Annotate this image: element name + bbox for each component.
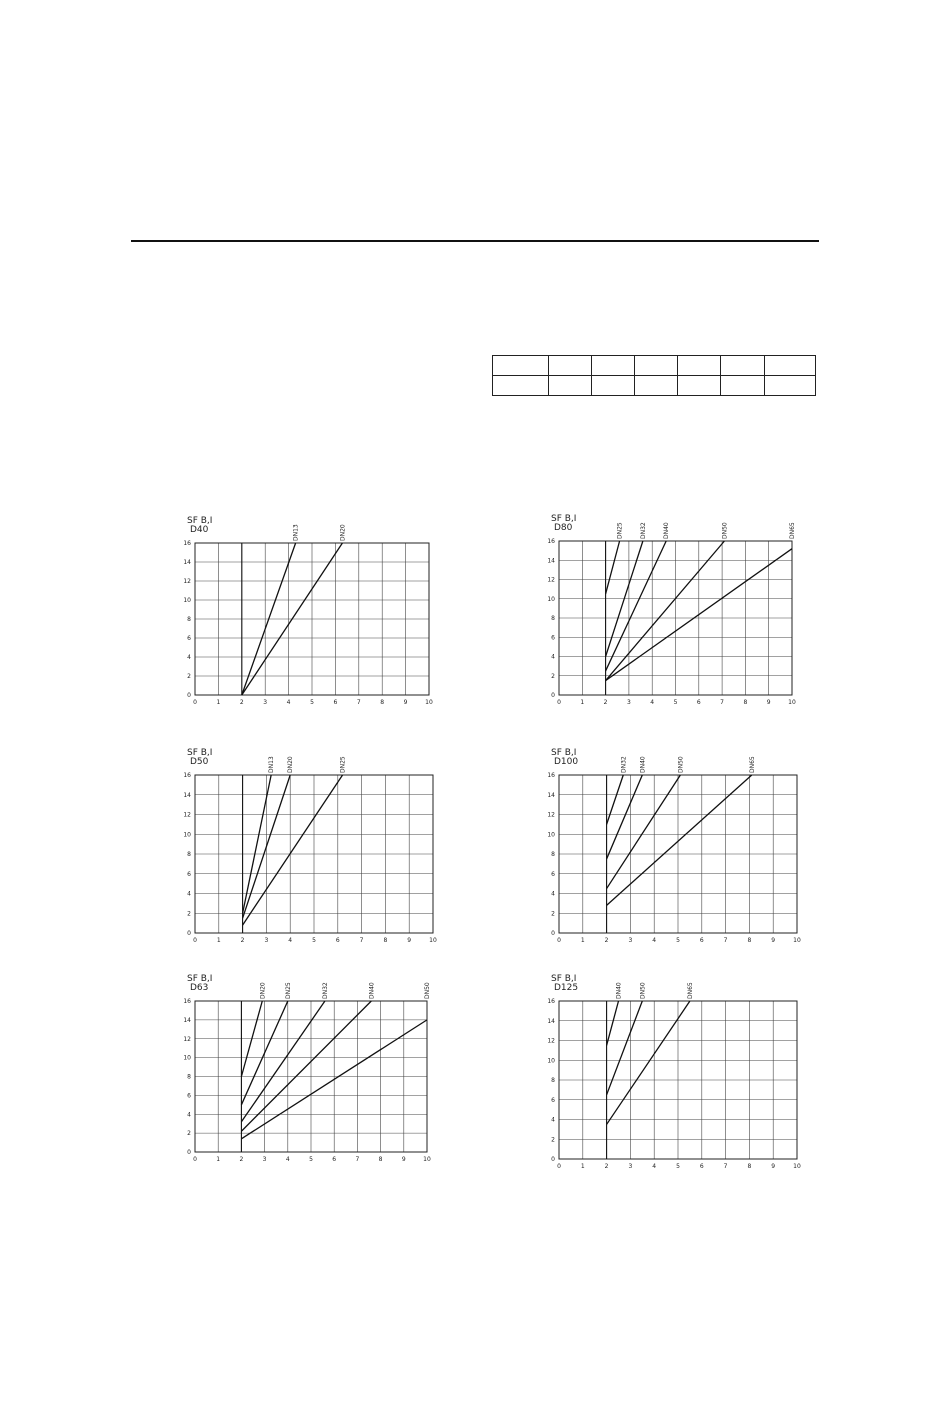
y-tick-label: 2	[551, 910, 555, 918]
empty-table	[492, 355, 816, 396]
y-tick-label: 12	[183, 811, 191, 819]
y-tick-label: 2	[187, 673, 191, 680]
y-tick-label: 10	[183, 831, 191, 839]
table-row	[493, 356, 816, 376]
y-tick-label: 16	[183, 540, 191, 547]
x-tick-label: 5	[676, 937, 680, 944]
table-cell	[678, 376, 721, 396]
x-tick-label: 5	[312, 937, 316, 944]
series-label: DN20	[339, 524, 347, 541]
table-cell	[635, 376, 678, 396]
series-label: DN50	[721, 522, 729, 539]
y-tick-label: 14	[547, 557, 555, 565]
x-tick-label: 10	[788, 699, 796, 706]
chart-title: SF B,I	[551, 974, 577, 984]
y-tick-label: 14	[183, 559, 191, 566]
x-tick-label: 2	[239, 1156, 244, 1163]
y-tick-label: 12	[183, 578, 191, 585]
x-tick-label: 8	[383, 937, 388, 944]
y-tick-label: 10	[547, 831, 555, 839]
y-tick-label: 6	[551, 870, 555, 878]
x-tick-label: 8	[747, 937, 752, 944]
plot-area	[547, 974, 801, 1170]
x-tick-label: 2	[239, 699, 244, 706]
x-tick-label: 7	[723, 937, 728, 944]
plot-area	[183, 516, 433, 706]
y-tick-label: 16	[547, 538, 555, 545]
x-tick-label: 5	[676, 1163, 680, 1170]
series-label: DN13	[292, 524, 300, 541]
plot-area	[547, 514, 796, 706]
x-tick-label: 6	[333, 699, 338, 706]
y-tick-label: 0	[551, 1156, 555, 1163]
y-tick-label: 0	[551, 930, 555, 937]
series-label: DN32	[620, 756, 628, 773]
x-tick-label: 0	[193, 699, 197, 706]
x-tick-label: 1	[216, 1156, 221, 1163]
x-tick-label: 6	[696, 699, 701, 706]
series-label: DN25	[284, 982, 292, 999]
x-tick-label: 0	[557, 699, 561, 706]
x-tick-label: 1	[580, 1163, 585, 1170]
y-tick-label: 2	[551, 672, 555, 680]
table-cell	[592, 376, 635, 396]
series-label: DN25	[616, 522, 624, 539]
x-tick-label: 5	[673, 699, 678, 706]
x-tick-label: 0	[557, 1163, 561, 1170]
table-cell	[678, 356, 721, 376]
table-cell	[765, 356, 816, 376]
x-tick-label: 7	[720, 699, 725, 706]
horizontal-rule	[131, 240, 819, 242]
y-tick-label: 6	[551, 634, 555, 642]
chart-d40	[173, 513, 437, 711]
chart-subtitle: D40	[190, 525, 209, 535]
series-line-dn32	[607, 775, 624, 824]
y-tick-label: 14	[183, 791, 191, 799]
y-tick-label: 4	[187, 1111, 191, 1119]
x-tick-label: 10	[425, 699, 433, 706]
x-tick-label: 10	[793, 937, 801, 944]
series-line-dn32	[241, 1001, 325, 1122]
chart-d50	[173, 745, 441, 949]
series-label: DN40	[368, 982, 376, 999]
chart-d100	[537, 745, 805, 949]
x-tick-label: 6	[699, 1163, 704, 1170]
x-tick-label: 3	[628, 1163, 633, 1170]
x-tick-label: 1	[580, 699, 585, 706]
plot-area	[547, 748, 801, 944]
x-tick-label: 8	[380, 699, 385, 706]
series-label: DN50	[639, 982, 647, 999]
y-tick-label: 14	[183, 1016, 191, 1024]
chart-d80	[537, 511, 800, 711]
series-line-dn25	[243, 775, 343, 925]
chart-d63	[173, 971, 435, 1168]
x-tick-label: 4	[285, 1156, 290, 1163]
series-label: DN50	[677, 756, 685, 773]
y-tick-label: 14	[547, 1017, 555, 1025]
series-label: DN40	[639, 756, 647, 773]
x-tick-label: 3	[263, 699, 268, 706]
x-tick-label: 10	[429, 937, 437, 944]
chart-subtitle: D125	[554, 983, 579, 993]
y-tick-label: 10	[547, 1057, 555, 1065]
table-cell	[765, 376, 816, 396]
y-tick-label: 0	[551, 692, 555, 699]
x-tick-label: 1	[580, 937, 585, 944]
series-label: DN65	[748, 756, 756, 773]
y-tick-label: 10	[547, 595, 555, 603]
y-tick-label: 12	[547, 1037, 555, 1045]
table-cell	[721, 376, 765, 396]
x-tick-label: 2	[603, 699, 608, 706]
chart-d125	[537, 971, 805, 1175]
x-tick-label: 6	[699, 937, 704, 944]
x-tick-label: 3	[264, 937, 269, 944]
x-tick-label: 7	[723, 1163, 728, 1170]
series-line-dn40	[241, 1001, 371, 1131]
x-tick-label: 6	[335, 937, 340, 944]
chart-subtitle: D100	[554, 757, 579, 767]
table-cell	[549, 376, 592, 396]
table-row	[493, 376, 816, 396]
table-cell	[493, 356, 549, 376]
x-tick-label: 4	[288, 937, 293, 944]
x-tick-label: 8	[747, 1163, 752, 1170]
series-label: DN40	[615, 982, 623, 999]
y-tick-label: 0	[187, 692, 191, 699]
chart-title: SF B,I	[187, 974, 213, 984]
y-tick-label: 0	[187, 1149, 191, 1156]
x-tick-label: 0	[193, 1156, 197, 1163]
x-tick-label: 2	[240, 937, 245, 944]
series-label: DN65	[686, 982, 694, 999]
y-tick-label: 4	[551, 1116, 555, 1124]
x-tick-label: 3	[626, 699, 631, 706]
y-tick-label: 0	[187, 930, 191, 937]
x-tick-label: 9	[771, 1163, 776, 1170]
table-cell	[592, 356, 635, 376]
x-tick-label: 4	[286, 699, 291, 706]
table-cell	[635, 356, 678, 376]
x-tick-label: 1	[216, 937, 221, 944]
plot-area	[183, 748, 437, 944]
series-line-dn50	[606, 541, 725, 681]
x-tick-label: 3	[628, 937, 633, 944]
chart-title: SF B,I	[551, 748, 577, 758]
table-cell	[721, 356, 765, 376]
x-tick-label: 8	[378, 1156, 383, 1163]
y-tick-label: 14	[547, 791, 555, 799]
x-tick-label: 10	[793, 1163, 801, 1170]
y-tick-label: 6	[551, 1096, 555, 1104]
y-tick-label: 6	[187, 1092, 191, 1100]
y-tick-label: 4	[551, 890, 555, 898]
x-tick-label: 9	[771, 937, 776, 944]
series-label: DN13	[268, 756, 276, 773]
chart-subtitle: D63	[190, 983, 209, 993]
series-line-dn40	[607, 1001, 619, 1045]
x-tick-label: 9	[403, 699, 408, 706]
series-label: DN32	[321, 982, 329, 999]
x-tick-label: 0	[193, 937, 197, 944]
x-tick-label: 3	[262, 1156, 267, 1163]
x-tick-label: 9	[766, 699, 771, 706]
x-tick-label: 2	[604, 937, 609, 944]
series-label: DN65	[789, 522, 796, 539]
y-tick-label: 8	[551, 1077, 555, 1084]
x-tick-label: 4	[652, 937, 657, 944]
series-label: DN25	[339, 756, 347, 773]
table-cell	[549, 356, 592, 376]
y-tick-label: 12	[547, 811, 555, 819]
series-line-dn40	[607, 775, 643, 859]
y-tick-label: 12	[547, 576, 555, 584]
y-tick-label: 10	[183, 597, 191, 604]
y-tick-label: 2	[187, 1130, 191, 1138]
x-tick-label: 7	[355, 1156, 360, 1163]
y-tick-label: 16	[547, 998, 555, 1005]
x-tick-label: 7	[356, 699, 361, 706]
y-tick-label: 4	[187, 890, 191, 898]
plot-area	[183, 974, 431, 1163]
chart-title: SF B,I	[187, 516, 213, 526]
chart-subtitle: D50	[190, 757, 209, 767]
chart-subtitle: D80	[554, 523, 573, 533]
x-tick-label: 8	[743, 699, 748, 706]
x-tick-label: 6	[332, 1156, 337, 1163]
series-label: DN20	[287, 756, 295, 773]
y-tick-label: 16	[183, 772, 191, 779]
series-label: DN40	[663, 522, 671, 539]
series-line-dn25	[606, 541, 620, 594]
y-tick-label: 6	[187, 635, 191, 642]
y-tick-label: 2	[187, 910, 191, 918]
y-tick-label: 8	[187, 616, 191, 623]
y-tick-label: 16	[183, 998, 191, 1005]
x-tick-label: 9	[401, 1156, 406, 1163]
x-tick-label: 4	[650, 699, 655, 706]
y-tick-label: 16	[547, 772, 555, 779]
x-tick-label: 10	[423, 1156, 431, 1163]
chart-title: SF B,I	[187, 748, 213, 758]
x-tick-label: 4	[652, 1163, 657, 1170]
y-tick-label: 12	[183, 1035, 191, 1043]
y-tick-label: 6	[187, 870, 191, 878]
x-tick-label: 2	[604, 1163, 609, 1170]
y-tick-label: 8	[187, 851, 191, 858]
y-tick-label: 4	[187, 654, 191, 661]
series-label: DN50	[424, 982, 431, 999]
y-tick-label: 8	[551, 851, 555, 858]
y-tick-label: 2	[551, 1136, 555, 1144]
y-tick-label: 4	[551, 653, 555, 661]
series-label: DN20	[259, 982, 267, 999]
x-tick-label: 5	[310, 699, 314, 706]
series-line-dn50	[607, 1001, 643, 1095]
chart-title: SF B,I	[551, 514, 577, 524]
y-tick-label: 8	[551, 615, 555, 622]
y-tick-label: 8	[187, 1073, 191, 1081]
y-tick-label: 10	[183, 1054, 191, 1062]
x-tick-label: 1	[216, 699, 221, 706]
x-tick-label: 5	[309, 1156, 313, 1163]
x-tick-label: 7	[359, 937, 364, 944]
table-cell	[493, 376, 549, 396]
series-label: DN32	[639, 522, 647, 539]
x-tick-label: 9	[407, 937, 412, 944]
x-tick-label: 0	[557, 937, 561, 944]
